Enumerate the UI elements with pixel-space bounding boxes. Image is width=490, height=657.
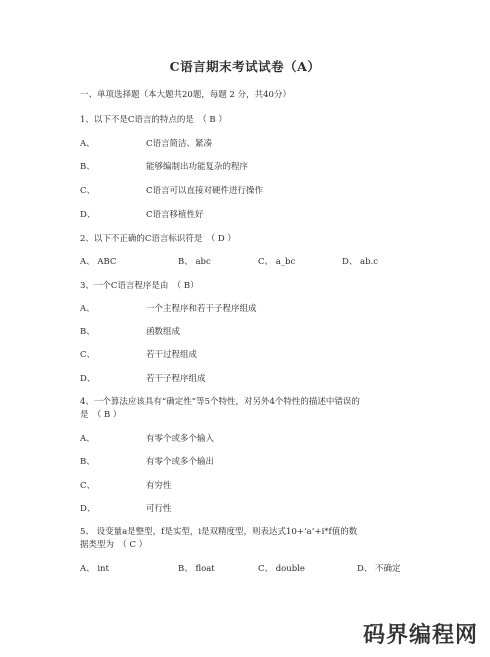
q3-option-d-text: 若干子程序组成 [146, 374, 206, 384]
q5-option-d: D、 不确定 [357, 564, 401, 574]
q1-option-b-letter: B、 [80, 162, 95, 172]
q4-option-b-letter: B、 [80, 457, 95, 467]
site-watermark: 码界编程网 [362, 623, 478, 648]
section-heading: 一、单项选择题（本大题共20题，每题 2 分，共40分） [80, 90, 291, 100]
question-3-stem: 3、一个C语言程序是由 （ B） [80, 281, 199, 291]
question-4-stem-line2: 是 （ B ） [80, 410, 122, 420]
question-5-stem-line2: 据类型为 （ C ） [80, 540, 148, 550]
question-1-stem: 1、以下不是C语言的特点的是 （ B ） [80, 115, 227, 125]
q5-option-a: A、 int [80, 564, 109, 574]
q2-option-a: A、 ABC [80, 257, 117, 267]
q3-option-b-letter: B、 [80, 327, 95, 337]
q1-option-b-text: 能够编制出功能复杂的程序 [146, 162, 249, 172]
q3-option-a-text: 一个主程序和若干子程序组成 [146, 304, 257, 314]
q2-option-d: D、 ab.c [342, 257, 378, 267]
q3-option-a-letter: A、 [80, 304, 95, 314]
q4-option-d-text: 可行性 [146, 504, 172, 514]
q1-option-c-letter: C、 [80, 186, 96, 196]
q3-option-c-letter: C、 [80, 350, 96, 360]
q4-option-d-letter: D、 [80, 504, 96, 514]
q3-option-d-letter: D、 [80, 374, 96, 384]
q4-option-a-letter: A、 [80, 434, 95, 444]
q3-option-c-text: 若干过程组成 [146, 350, 198, 360]
question-4-stem-line1: 4、一个算法应该具有“确定性”等5个特性，对另外4个特性的描述中错误的 [80, 397, 360, 407]
q1-option-c-text: C语言可以直接对硬件进行操作 [146, 186, 264, 196]
q2-option-b: B、 abc [178, 257, 211, 267]
question-2-stem: 2、以下不正确的C语言标识符是 （ D ） [80, 234, 236, 244]
q4-option-a-text: 有零个或多个输入 [146, 434, 215, 444]
q4-option-c-text: 有穷性 [146, 481, 172, 491]
q4-option-c-letter: C、 [80, 481, 96, 491]
q4-option-b-text: 有零个或多个输出 [146, 457, 215, 467]
q1-option-d-letter: D、 [80, 210, 96, 220]
page-title: C语言期末考试试卷（A） [169, 59, 321, 74]
q3-option-b-text: 函数组成 [146, 327, 181, 337]
q1-option-a-text: C语言简洁、紧凑 [146, 139, 213, 149]
q5-option-b: B、 float [178, 564, 215, 574]
question-5-stem-line1: 5、 设变量a是整型，f是实型，i是双精度型，则表达式10+‘a’+i*f值的数 [80, 527, 358, 537]
q1-option-d-text: C语言移植性好 [146, 210, 204, 220]
q2-option-c: C、 a_bc [258, 257, 296, 267]
q1-option-a-letter: A、 [80, 139, 95, 149]
q5-option-c: C、 double [258, 564, 305, 574]
